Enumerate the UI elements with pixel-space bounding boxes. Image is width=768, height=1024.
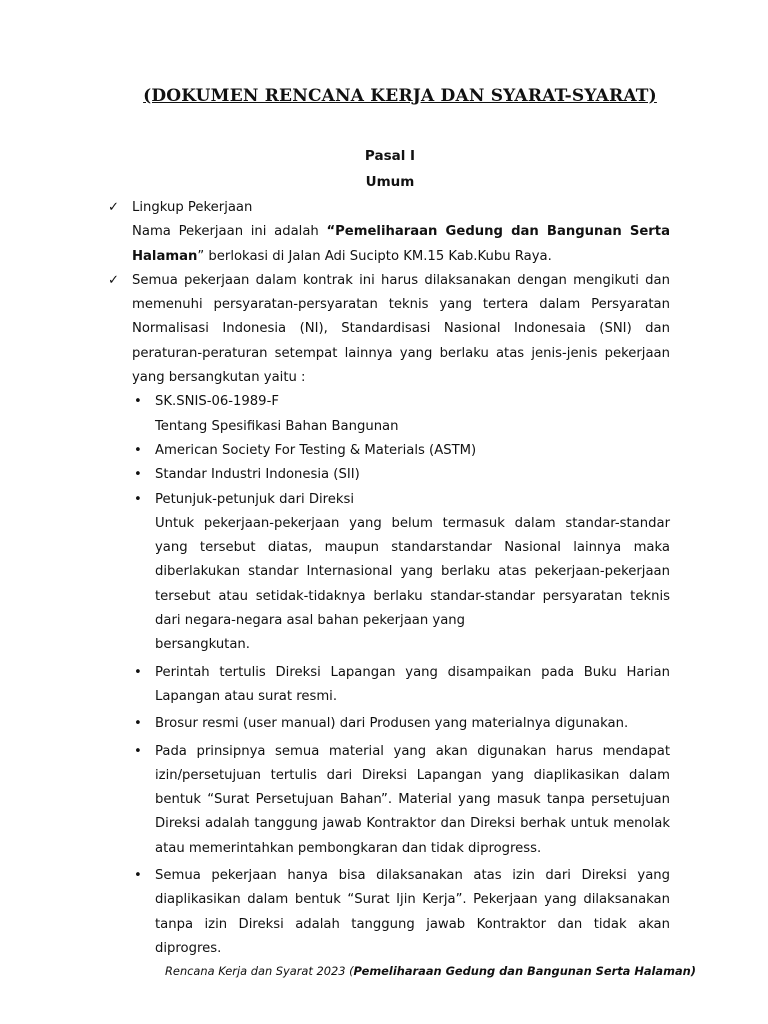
- check-item-standards: [108, 269, 670, 390]
- list-item: [132, 712, 670, 736]
- list-item-text: Brosur resmi (user manual) dari Produsen yang materialnya digunakan.: [155, 716, 629, 732]
- bullet-icon: •: [134, 491, 142, 507]
- bullet-icon: •: [134, 743, 142, 759]
- list-item: [132, 661, 670, 710]
- bullet-icon: •: [134, 394, 142, 410]
- list-item-subtext-end: bersangkutan.: [155, 637, 250, 653]
- list-item: [132, 864, 670, 961]
- work-name-post: ” berlokasi di Jalan Adi Sucipto KM.15 Kab.Kubu Raya.: [197, 248, 552, 264]
- list-item: [132, 488, 670, 658]
- bullet-icon: •: [134, 868, 142, 884]
- umum-heading: Umum: [365, 174, 415, 190]
- standards-list: [132, 390, 670, 961]
- list-item-text: Petunjuk-petunjuk dari Direksi: [155, 491, 355, 507]
- bullet-icon: •: [134, 442, 142, 458]
- work-name-paragraph: [132, 220, 670, 269]
- bullet-icon: •: [134, 664, 142, 680]
- work-name-bold: “Pemeliharaan Gedung dan Bangunan Serta Halaman: [132, 224, 670, 264]
- standards-paragraph: Semua pekerjaan dalam kontrak ini harus dilaksanakan dengan mengikuti dan memenuhi persyaratan-persyaratan teknis yang tertera dalam Persyaratan Normalisasi Indonesia (NI), Standardisasi Nasional Indonesaia (SNI) dan peraturan-peraturan setempat lainnya yang berlaku atas jenis-jenis pekerjaan yang bersangkutan yaitu :: [132, 272, 670, 386]
- list-item: [132, 390, 670, 439]
- list-item-text: Standar Industri Indonesia (SII): [155, 467, 360, 483]
- document-body: [108, 196, 670, 961]
- list-item: [132, 740, 670, 861]
- document-title: (DOKUMEN RENCANA KERJA DAN SYARAT-SYARAT): [143, 86, 657, 106]
- list-item-text: American Society For Testing & Materials (ASTM): [155, 442, 477, 458]
- list-item-subtext: Tentang Spesifikasi Bahan Bangunan: [155, 418, 399, 434]
- list-item: [132, 463, 670, 487]
- list-item-text: Semua pekerjaan hanya bisa dilaksanakan atas izin dari Direksi yang diaplikasikan dalam bentuk “Surat Ijin Kerja”. Pekerjaan yang dilaksanakan tanpa izin Direksi adalah tanggung jawab Kontraktor dan tidak akan diprogres.: [155, 868, 670, 956]
- bullet-icon: •: [134, 716, 142, 732]
- footer-plain: Rencana Kerja dan Syarat 2023 (: [165, 964, 354, 978]
- list-item-subtext: Untuk pekerjaan-pekerjaan yang belum termasuk dalam standar-standar yang tersebut diatas, maupun standarstandar Nasional lainnya maka diberlakukan standar Internasional yang berlaku atas pekerjaan-pekerjaan tersebut atau setidak-tidaknya berlaku standar-standar persyaratan teknis dari negara-negara asal bahan pekerjaan yang: [155, 515, 670, 629]
- list-item-text: Perintah tertulis Direksi Lapangan yang disampaikan pada Buku Harian Lapangan atau surat resmi.: [155, 664, 670, 704]
- checkmark-icon: ✓: [108, 272, 120, 288]
- check-item-lingkup: [108, 196, 670, 269]
- pasal-heading: Pasal I: [364, 148, 416, 164]
- list-item: [132, 439, 670, 463]
- page-footer: [165, 964, 696, 978]
- footer-bold: Pemeliharaan Gedung dan Bangunan Serta Halaman): [353, 964, 696, 978]
- work-name-pre: Nama Pekerjaan ini adalah: [132, 224, 327, 240]
- bullet-icon: •: [134, 467, 142, 483]
- checkmark-icon: ✓: [108, 200, 120, 215]
- section-heading: Lingkup Pekerjaan: [132, 200, 253, 215]
- list-item-text: SK.SNIS-06-1989-F: [155, 394, 279, 410]
- list-item-text: Pada prinsipnya semua material yang akan digunakan harus mendapat izin/persetujuan tertulis dari Direksi Lapangan yang diaplikasikan dalam bentuk “Surat Persetujuan Bahan”. Material yang masuk tanpa persetujuan Direksi adalah tanggung jawab Kontraktor dan Direksi berhak untuk menolak atau memerintahkan pembongkaran dan tidak diprogress.: [155, 743, 670, 856]
